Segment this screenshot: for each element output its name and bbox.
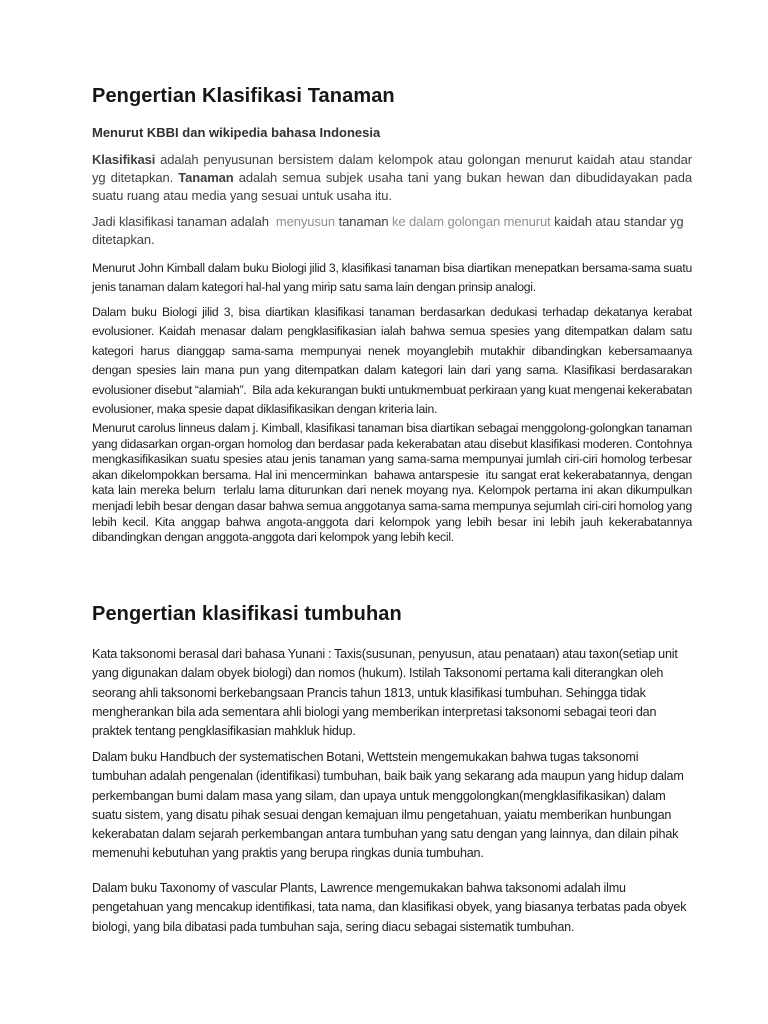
paragraph-klasifikasi-definition — [92, 151, 696, 205]
text-segment: Jadi klasifikasi tanaman adalah — [92, 214, 276, 229]
text-segment: adalah semua subjek usaha tani yang bukan hewan dan dibudidayakan pada suatu ruang atau media yang sesuai untuk usaha itu. — [92, 170, 696, 203]
paragraph-jadi-klasifikasi — [92, 213, 692, 249]
text-segment: Tanaman — [178, 170, 234, 185]
text-segment: menyusun — [275, 214, 336, 229]
text-segment: Klasifikasi — [92, 152, 156, 167]
paragraph-buku-biologi: Dalam buku Biologi jilid 3, bisa diartikan klasifikasi tanaman berdasarkan dedukasi terhadap dekatanya kerabat evolusioner. Kaidah menasar dalam pengklasifikasian ialah bahwa semua spesies yang ditempatkan dalam satu kategori harus dianggap sama-sama mempunyai nenek moyanglebih mutakhir dibandingkan kebersamaanya dengan spesies lain mana pun yang ditempatkan dalam kategori lain dari yang sama. Klasifikasi berdasarakan evolusioner disebut “alamiah”. Bila ada kekurangan bukti untukmembuat perkiraan yang kuat mengenai kekerabatan evolusioner, maka spesie dapat diklasifikasikan dengan kriteria lain. — [92, 305, 695, 417]
heading-pengertian-klasifikasi-tanaman: Pengertian Klasifikasi Tanaman — [92, 85, 395, 107]
paragraph-carolus-linneus: Menurut carolus linneus dalam j. Kimball, klasifikasi tanaman bisa diartikan sebagai menggolong-golongkan tanaman yang didasarkan organ-organ homolog dan berdasar pada kekerabatan atau disebut klasifikasi moderen. Contohnya mengkasifikasikan suatu spesies atau jenis tanaman yang sama-sama mempunyai jumlah ciri-ciri homolog terbesar akan dikelompokkan bersama. Hal ini mencerminkan bahawa antarspesie itu sangat erat kekerabatannya, dengan kata lain mereka belum terlalu lama diturunkan dari nenek moyang nya. Kelompok pertama ini akan dikumpulkan menjadi lebih besar dengan dasar bahwa semua anggotanya sama-sama mempunya sejumlah ciri-ciri homolog yang lebih kecil. Kita anggap bahwa angota-anggota dari kelompok yang lebih besar ini lebih jauh kekerabatannya dibandingkan dengan anggota-anggota dari kelompok yang lebih kecil. — [92, 421, 695, 545]
text-segment: adalah penyusunan bersistem dalam kelompok atau golongan menurut kaidah atau standar yg ditetapkan. — [92, 152, 696, 185]
paragraph-handbuch-wettstein: Dalam buku Handbuch der systematischen Botani, Wettstein mengemukakan bahwa tugas taksonomi tumbuhan adalah pengenalan (identifikasi) tumbuhan, baik baik yang sekarang ada maupun yang hidup dalam perkembangan bumi dalam masa yang silam, dan upaya untuk menggolongkan(mengklasifikasikan) dalam suatu sistem, yang disatu pihak sesuai dengan kemajuan ilmu pengetahuan, yaiatu memberikan hunbungan kekerabatan dalam sejarah perkembangan antara tumbuhan yang satu dengan yang lainnya, dan dilain pihak memenuhi kebutuhan yang praktis yang berupa ringkas dunia tumbuhan. — [92, 750, 687, 861]
text-segment: ke dalam golongan menurut — [391, 214, 551, 229]
paragraph-kata-taksonomi: Kata taksonomi berasal dari bahasa Yunani : Taxis(susunan, penyusun, atau penataan) atau taxon(setiap unit yang digunakan dalam obyek biologi) dan nomos (hukum). Istilah Taksonomi pertama kali diterangkan oleh seorang ahli taksonomi berkebangsaan Prancis tahun 1813, untuk klasifikasi tumbuhan. Sehingga tidak mengherankan bila ada sementara ahli biologi yang memberikan interpretasi taksonomi sebagai teori dan praktek tentang pengklasifikasian mahkluk hidup. — [92, 647, 681, 739]
heading-pengertian-klasifikasi-tumbuhan: Pengertian klasifikasi tumbuhan — [92, 603, 402, 625]
paragraph-john-kimball: Menurut John Kimball dalam buku Biologi jilid 3, klasifikasi tanaman bisa diartikan menepatkan bersama-sama suatu jenis tanaman dalam kategori hal-hal yang mirip satu sama lain dengan prinsip analogi. — [92, 261, 695, 294]
text-segment: kaidah atau standar yg ditetapkan. — [92, 214, 688, 247]
text-segment: tanaman — [335, 214, 392, 229]
paragraph-taxonomy-lawrence: Dalam buku Taxonomy of vascular Plants, Lawrence mengemukakan bahwa taksonomi adalah ilmu pengetahuan yang mencakup identifikasi, tata nama, dan klasifikasi obyek, yang biasanya terbatas pada obyek biologi, yang bila dibatasi pada tumbuhan saja, sering diacu sebagai sistematik tumbuhan. — [92, 881, 690, 934]
subheading-menurut-kbbi: Menurut KBBI dan wikipedia bahasa Indonesia — [92, 125, 381, 140]
